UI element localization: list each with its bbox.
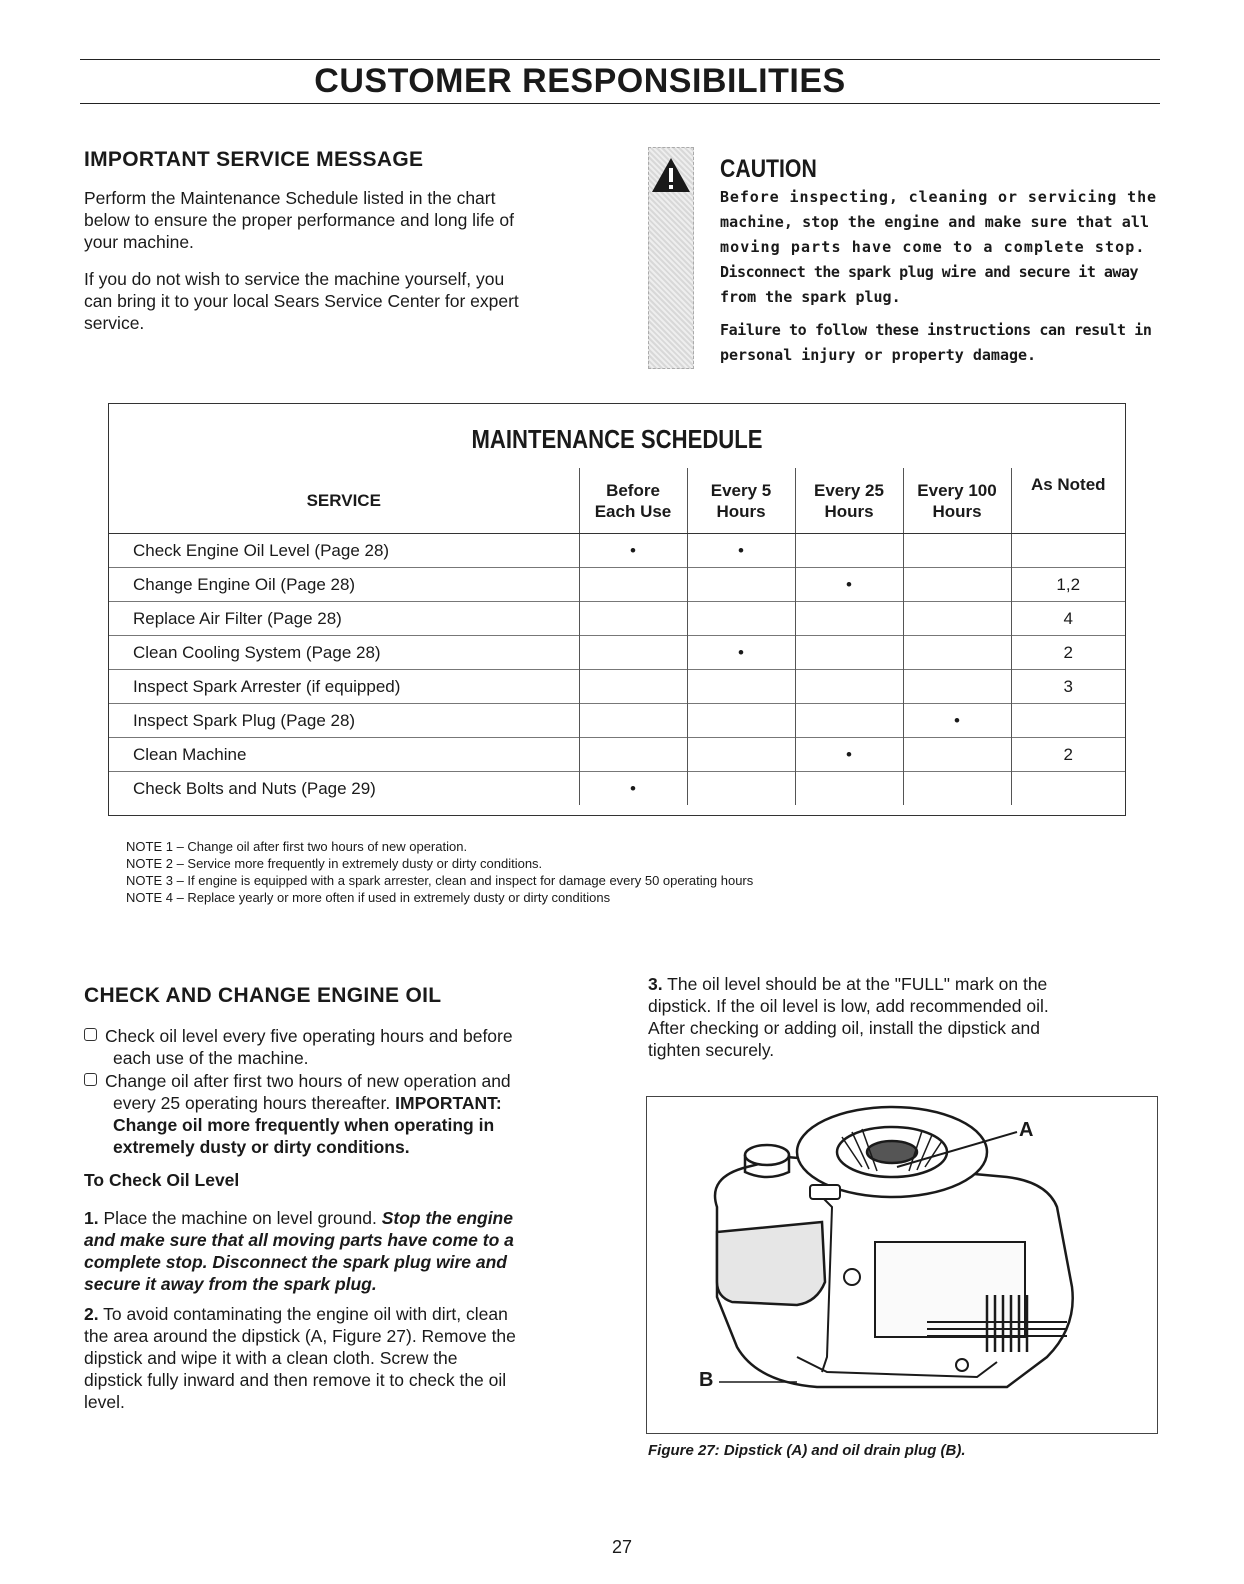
table-cell [795,772,903,806]
checkbox-icon [84,1028,97,1041]
service-message-para1 [84,187,604,253]
text-line: and make sure that all moving parts have come to a [84,1230,514,1250]
caution-stripe-panel [648,147,694,369]
note-3: NOTE 3 – If engine is equipped with a spark arrester, clean and inspect for damage every 50 operating hours [126,873,754,888]
step-number: 3. [648,974,663,994]
page-title: CUSTOMER RESPONSIBILITIES [314,62,846,100]
text-line: Disconnect the spark plug wire and secure it away [720,263,1139,281]
text-line: To avoid contaminating the engine oil with dirt, clean [103,1304,508,1324]
table-cell [579,670,687,704]
table-row [109,772,1125,806]
table-cell: • [579,534,687,568]
table-cell [687,772,795,806]
table-cell [687,738,795,772]
table-cell: 4 [1011,602,1125,636]
warning-triangle-icon [649,154,693,198]
table-cell: Inspect Spark Plug (Page 28) [109,704,579,738]
table-cell: Change Engine Oil (Page 28) [109,568,579,602]
table-cell [903,670,1011,704]
table-cell [579,602,687,636]
table-cell [1011,772,1125,806]
checklist-item-change-oil [84,1070,604,1158]
table-cell [687,602,795,636]
table-cell [795,670,903,704]
caution-title: CAUTION [720,155,817,183]
text-line: every 25 operating hours thereafter. [113,1093,391,1113]
table-cell [903,636,1011,670]
note-1: NOTE 1 – Change oil after first two hours of new operation. [126,839,468,854]
important-label: IMPORTANT: [395,1093,502,1113]
figure-label-a: A [1019,1119,1034,1141]
text-line: Change oil more frequently when operating in [113,1115,495,1135]
table-cell [903,738,1011,772]
table-cell: 2 [1011,636,1125,670]
table-cell: Clean Cooling System (Page 28) [109,636,579,670]
table-row [109,738,1125,772]
step-number: 2. [84,1304,99,1324]
table-cell: Check Engine Oil Level (Page 28) [133,540,390,560]
text-line: service. [84,313,145,333]
table-cell: • [687,636,795,670]
column-header-as-noted: As Noted [1011,468,1125,534]
text-line: Change oil after first two hours of new operation and [105,1071,511,1091]
table-cell: Clean Machine [109,738,579,772]
table-cell [579,568,687,602]
note-2: NOTE 2 – Service more frequently in extremely dusty or dirty conditions. [126,856,543,871]
caution-para1 [720,185,1160,310]
table-cell [579,636,687,670]
text-line: your machine. [84,232,194,252]
table-cell: • [579,772,687,806]
table-cell [687,670,795,704]
text-line: Before inspecting, cleaning or servicing the [720,188,1157,206]
text-line: Perform the Maintenance Schedule listed in the chart [84,188,496,208]
text-line: After checking or adding oil, install the dipstick and [648,1018,1041,1038]
table-cell: 2 [1011,738,1125,772]
figure-label-b: B [699,1369,714,1391]
text-line: complete stop. Disconnect the spark plug wire and [84,1252,507,1272]
check-oil-subheading: To Check Oil Level [84,1170,240,1190]
column-header-every-100-hours: Every 100 Hours [903,468,1011,534]
table-row [109,534,1125,568]
text-line: tighten securely. [648,1040,775,1060]
text-line: Failure to follow these instructions can result in [720,321,1152,339]
table-cell: Replace Air Filter (Page 28) [109,602,579,636]
table-row [109,636,1125,670]
column-header-every-5-hours: Every 5 Hours [687,468,795,534]
text-line: moving parts have come to a complete stop. [720,238,1146,256]
step-2 [84,1303,614,1413]
table-cell: • [687,534,795,568]
note-4: NOTE 4 – Replace yearly or more often if used in extremely dusty or dirty conditions [126,890,611,905]
table-row [109,704,1125,738]
header-rule-top [80,59,1160,60]
text-line: dipstick fully inward and then remove it to check the oil [84,1370,507,1390]
table-cell [903,568,1011,602]
table-cell [579,704,687,738]
table-row [109,568,1125,602]
table-cell: Check Bolts and Nuts (Page 29) [109,772,579,806]
schedule-title: MAINTENANCE SCHEDULE [471,424,763,454]
text-line: Place the machine on level ground. [103,1208,377,1228]
column-header-service: SERVICE [109,468,579,534]
table-cell [795,704,903,738]
text-line: from the spark plug. [720,288,901,306]
text-line: below to ensure the proper performance and long life of [84,210,514,230]
caution-para2 [720,318,1160,368]
maintenance-schedule-table [108,403,1126,816]
table-cell: • [903,704,1011,738]
text-line: can bring it to your local Sears Service Center for expert [84,291,519,311]
table-cell [579,738,687,772]
text-line: machine, stop the engine and make sure that all [720,213,1150,231]
table-cell [1011,534,1125,568]
text-line: dipstick and wipe it with a clean cloth. Screw the [84,1348,458,1368]
header-rule-bottom [80,103,1160,104]
schedule-grid [109,468,1125,805]
schedule-notes [126,838,753,906]
checklist-item-check-oil [84,1025,604,1069]
table-cell [903,772,1011,806]
text-line: each use of the machine. [113,1048,309,1068]
table-cell: • [795,568,903,602]
table-cell: • [795,738,903,772]
text-line: The oil level should be at the "FULL" mark on the [667,974,1048,994]
table-cell: 3 [1011,670,1125,704]
table-cell: 1,2 [1011,568,1125,602]
table-cell [903,534,1011,568]
service-message-heading: IMPORTANT SERVICE MESSAGE [84,148,424,171]
step-number: 1. [84,1208,99,1228]
step-3 [648,973,1158,1061]
text-line: level. [84,1392,125,1412]
schedule-header-row [109,468,1125,534]
service-message-para2 [84,268,604,334]
text-line: dipstick. If the oil level is low, add recommended oil. [648,996,1049,1016]
text-line: Stop the engine [381,1208,513,1228]
column-header-before-each-use: Before Each Use [579,468,687,534]
figure-27-caption: Figure 27: Dipstick (A) and oil drain plug (B). [648,1442,966,1459]
table-row [109,670,1125,704]
text-line: extremely dusty or dirty conditions. [113,1137,410,1157]
table-cell [795,636,903,670]
table-cell [687,704,795,738]
engine-illustration [647,1097,1157,1433]
table-cell [687,568,795,602]
engine-oil-heading: CHECK AND CHANGE ENGINE OIL [84,984,442,1007]
page-number: 27 [611,1537,633,1557]
text-line: If you do not wish to service the machine yourself, you [84,269,505,289]
text-line: personal injury or property damage. [720,346,1037,364]
table-row [109,602,1125,636]
text-line: secure it away from the spark plug. [84,1274,377,1294]
checkbox-icon [84,1073,97,1086]
step-1 [84,1207,614,1295]
column-header-every-25-hours: Every 25 Hours [795,468,903,534]
figure-27-frame [646,1096,1158,1434]
table-cell: Inspect Spark Arrester (if equipped) [109,670,579,704]
text-line: Check oil level every five operating hours and before [105,1026,513,1046]
table-cell [903,602,1011,636]
table-cell [795,602,903,636]
table-cell [1011,704,1125,738]
text-line: the area around the dipstick (A, Figure 27). Remove the [84,1326,516,1346]
table-cell [795,534,903,568]
